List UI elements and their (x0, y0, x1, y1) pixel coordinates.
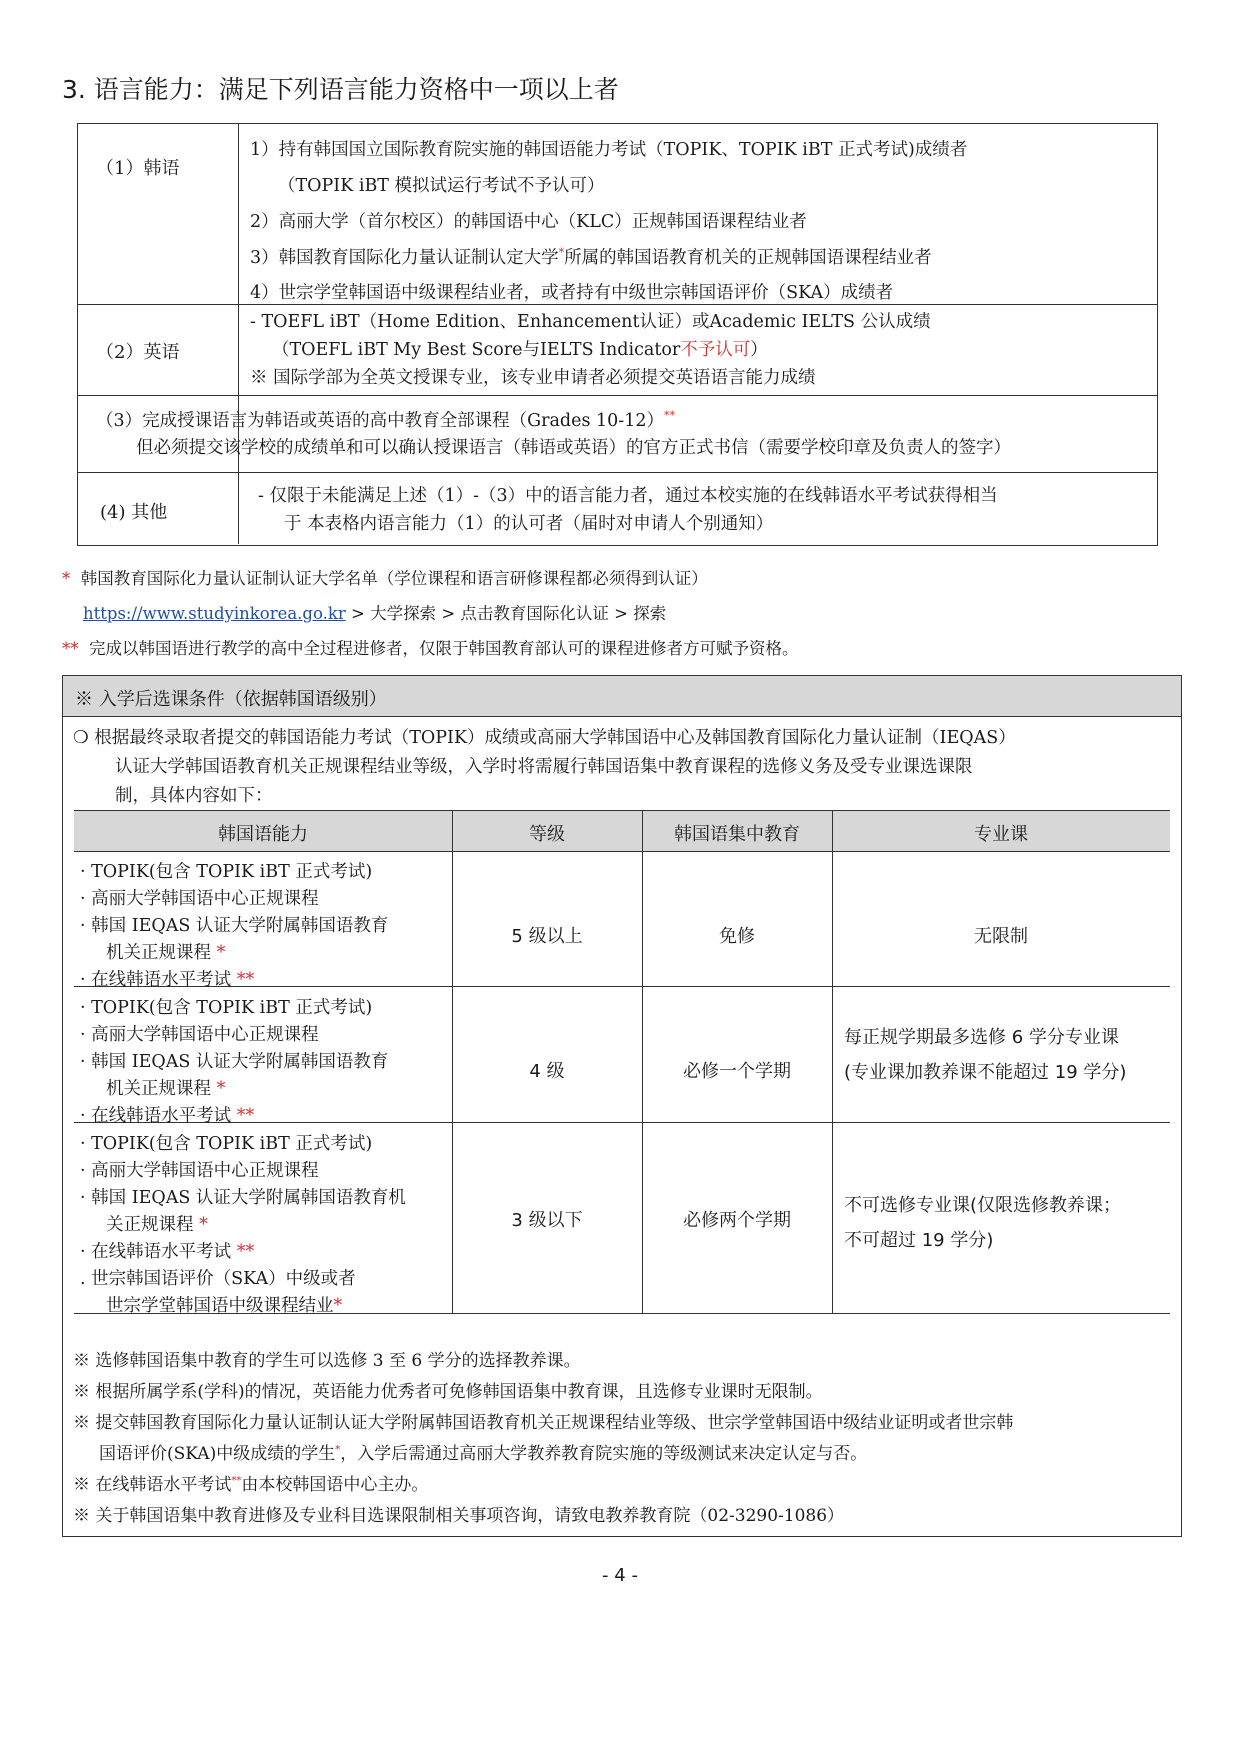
ability-item: 关正规课程 * (106, 1215, 208, 1235)
english-line: ※ 国际学部为全英文授课专业，该专业申请者必须提交英语语言能力成绩 (250, 368, 816, 388)
footnote: ※ 在线韩语水平考试**由本校韩国语中心主办。 (73, 1475, 429, 1495)
course-box-header: ※ 入学后选课条件（依据韩国语级别） (63, 676, 1181, 717)
korean-line: 3）韩国教育国际化力量认证制认定大学*所属的韩国语教育机关的正规韩国语课程结业者 (250, 246, 932, 268)
column-header: 韩国语集中教育 (674, 824, 800, 845)
korean-label: （1）韩语 (96, 158, 180, 179)
high-school-line: 但必须提交该学校的成绩单和可以确认授课语言（韩语或英语）的官方正式书信（需要学校印章及负责人的签字） (136, 438, 1011, 458)
ability-item: 机关正规课程 * (106, 943, 226, 963)
intro-line: 制，具体内容如下： (115, 786, 273, 806)
major-cell: 每正规学期最多选修 6 学分专业课 (专业课加教养课不能超过 19 学分) (844, 1027, 1127, 1083)
footnote: ※ 关于韩国语集中教育进修及专业科目选课限制相关事项咨询，请致电教养教育院（02-3290-1086） (73, 1506, 845, 1526)
level-cell: 4 级 (529, 1061, 565, 1082)
page-number: - 4 - (602, 1565, 638, 1586)
other-label: (4) 其他 (100, 502, 168, 523)
ability-item: · TOPIK(包含 TOPIK iBT 正式考试) (80, 1134, 373, 1154)
intensive-cell: 免修 (719, 926, 755, 947)
language-ability-table (77, 123, 1158, 546)
ability-item: 世宗学堂韩国语中级课程结业* (106, 1296, 343, 1316)
ability-item: · TOPIK(包含 TOPIK iBT 正式考试) (80, 862, 373, 882)
korean-line: （TOPIK iBT 模拟试运行考试不予认可） (278, 176, 605, 196)
korean-line: 2）高丽大学（首尔校区）的韩国语中心（KLC）正规韩国语课程结业者 (250, 212, 807, 232)
course-selection-box (62, 675, 1182, 1537)
note-high-school: ** 完成以韩国语进行教学的高中全过程进修者，仅限于韩国教育部认可的课程进修者方可赋予资格。 (62, 639, 799, 658)
level-cell: 5 级以上 (511, 926, 583, 947)
ability-item: · 韩国 IEQAS 认证大学附属韩国语教育 (80, 1052, 389, 1072)
footnote: ※ 选修韩国语集中教育的学生可以选修 3 至 6 学分的选择教养课。 (73, 1351, 581, 1371)
note-link-path: https://www.studyinkorea.go.kr > 大学探索 > 点击教育国际化认证 > 探索 (83, 604, 667, 623)
footnote-mark: * (558, 246, 565, 260)
english-label: （2）英语 (96, 342, 180, 363)
ability-item: · 高丽大学韩国语中心正规课程 (80, 1161, 319, 1181)
column-header: 韩国语能力 (218, 824, 308, 845)
other-line: - 仅限于未能满足上述（1）-（3）中的语言能力者，通过本校实施的在线韩语水平考试获得相当 (258, 486, 998, 506)
korean-line: 4）世宗学堂韩国语中级课程结业者，或者持有中级世宗韩国语评价（SKA）成绩者 (250, 283, 894, 303)
section-title: 3. 语言能力：满足下列语言能力资格中一项以上者 (62, 75, 619, 104)
row-divider (78, 304, 1157, 305)
korean-line: 1）持有韩国国立国际教育院实施的韩国语能力考试（TOPIK、TOPIK iBT 正式考试)成绩者 (250, 140, 968, 160)
footnote: ※ 根据所属学系(学科)的情况，英语能力优秀者可免修韩国语集中教育课，且选修专业课时无限制。 (73, 1382, 823, 1402)
major-cell: 不可选修专业课(仅限选修教养课； 不可超过 19 学分) (844, 1195, 1122, 1251)
ability-item: · 韩国 IEQAS 认证大学附属韩国语教育 (80, 916, 389, 936)
other-line: 于 本表格内语言能力（1）的认可者（届时对申请人个别通知） (284, 514, 774, 534)
column-header: 等级 (529, 824, 565, 845)
footnote-mark: ** (663, 409, 675, 423)
studyinkorea-link[interactable]: https://www.studyinkorea.go.kr (83, 604, 346, 623)
column-header: 专业课 (974, 824, 1028, 845)
high-school-line: （3）完成授课语言为韩语或英语的高中教育全部课程（Grades 10-12）** (96, 409, 675, 431)
footnote: ※ 提交韩国教育国际化力量认证制认证大学附属韩国语教育机关正规课程结业等级、世宗学堂韩国语中级结业证明或者世宗韩 (73, 1413, 1014, 1433)
column-divider (238, 124, 239, 544)
ability-item: · TOPIK(包含 TOPIK iBT 正式考试) (80, 998, 373, 1018)
major-cell: 无限制 (974, 926, 1028, 947)
english-line: - TOEFL iBT（Home Edition、Enhancement认证）或Academic IELTS 公认成绩 (250, 312, 931, 332)
ability-item: · 高丽大学韩国语中心正规课程 (80, 1025, 319, 1045)
ability-item: · 在线韩语水平考试 ** (80, 1242, 255, 1262)
row-divider (78, 395, 1157, 396)
note-certified-list: * 韩国教育国际化力量认证制认证大学名单（学位课程和语言研修课程都必须得到认证） (62, 569, 708, 588)
ability-item: · 在线韩语水平考试 ** (80, 970, 255, 990)
level-cell: 3 级以下 (511, 1210, 583, 1231)
table-header (74, 810, 1170, 852)
ability-item: · 韩国 IEQAS 认证大学附属韩国语教育机 (80, 1188, 406, 1208)
ability-item: · 高丽大学韩国语中心正规课程 (80, 889, 319, 909)
column-divider (832, 810, 833, 1313)
footnote: 国语评价(SKA)中级成绩的学生*，入学后需通过高丽大学教养教育院实施的等级测试来决定认定与否。 (99, 1444, 868, 1464)
intensive-cell: 必修两个学期 (683, 1210, 791, 1231)
intensive-cell: 必修一个学期 (683, 1061, 791, 1082)
row-divider (78, 472, 1157, 473)
ability-item: . 世宗韩国语评价（SKA）中级或者 (80, 1269, 356, 1289)
english-line: （TOEFL iBT My Best Score与IELTS Indicator不予认可） (272, 340, 768, 360)
intro-line: ❍ 根据最终录取者提交的韩国语能力考试（TOPIK）成绩或高丽大学韩国语中心及韩国教育国际化力量认证制（IEQAS） (73, 728, 1016, 748)
not-accepted-text: 不予认可 (680, 340, 751, 360)
ability-item: 机关正规课程 * (106, 1079, 226, 1099)
ability-item: · 在线韩语水平考试 ** (80, 1106, 255, 1126)
intro-line: 认证大学韩国语教育机关正规课程结业等级，入学时将需履行韩国语集中教育课程的选修义务及受专业课选课限 (115, 757, 973, 777)
